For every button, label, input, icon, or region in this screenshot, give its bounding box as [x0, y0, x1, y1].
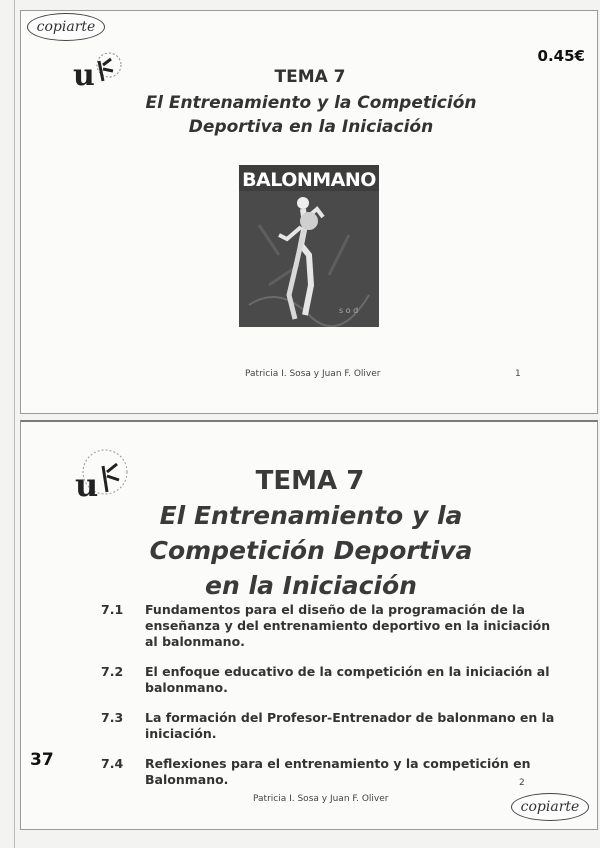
item-number: 7.3: [101, 710, 124, 725]
item-number: 7.4: [101, 756, 124, 771]
list-item: [101, 756, 561, 788]
subtitle-line: Competición Deportiva: [149, 536, 473, 565]
slide-subtitle: El Entrenamiento y la Competición Deportiva en la Iniciación: [145, 93, 477, 137]
subtitle-line: en la Iniciación: [205, 571, 417, 600]
item-number: 7.2: [101, 664, 124, 679]
slide-footer: Patricia I. Sosa y Juan F. Oliver: [253, 794, 389, 804]
list-item: [101, 602, 561, 650]
copiarte-logo: [27, 13, 105, 41]
sheet-page-count: 37: [30, 750, 54, 770]
sheet-edge: [14, 0, 15, 848]
slide-page-number: 2: [519, 778, 525, 788]
svg-text:u: u: [73, 58, 95, 93]
slide-page-number: 1: [515, 369, 521, 379]
slide-footer: Patricia I. Sosa y Juan F. Oliver: [245, 369, 381, 379]
svg-text:s o d: s o d: [339, 306, 359, 315]
item-text: La formación del Profesor-Entrenador de balonmano en la iniciación.: [145, 710, 555, 741]
svg-text:u: u: [75, 466, 99, 502]
price-label: 0.45€: [537, 47, 585, 65]
slide-2: [20, 420, 598, 830]
slide-subtitle: [61, 498, 561, 603]
book-title: BALONMANO: [242, 169, 376, 191]
book-cover-image: [239, 165, 379, 327]
slide-title: TEMA 7: [274, 67, 346, 87]
subtitle-line: El Entrenamiento y la: [159, 501, 463, 530]
handball-player-illustration: [239, 165, 379, 327]
slide-title: TEMA 7: [255, 466, 365, 496]
item-text: Fundamentos para el diseño de la programación de la enseñanza y del entrenamiento deportivo en la iniciación al balonmano.: [145, 602, 551, 649]
item-text: El enfoque educativo de la competición en la iniciación al balonmano.: [145, 664, 550, 695]
brand-name: copiarte: [520, 799, 580, 815]
item-number: 7.1: [101, 602, 124, 617]
slide-1: [20, 10, 598, 414]
list-item: [101, 710, 561, 742]
copiarte-logo: [511, 793, 589, 821]
brand-name: copiarte: [36, 19, 96, 35]
contents-list: [101, 602, 561, 802]
list-item: [101, 664, 561, 696]
item-text: Reflexiones para el entrenamiento y la competición en Balonmano.: [145, 756, 531, 787]
